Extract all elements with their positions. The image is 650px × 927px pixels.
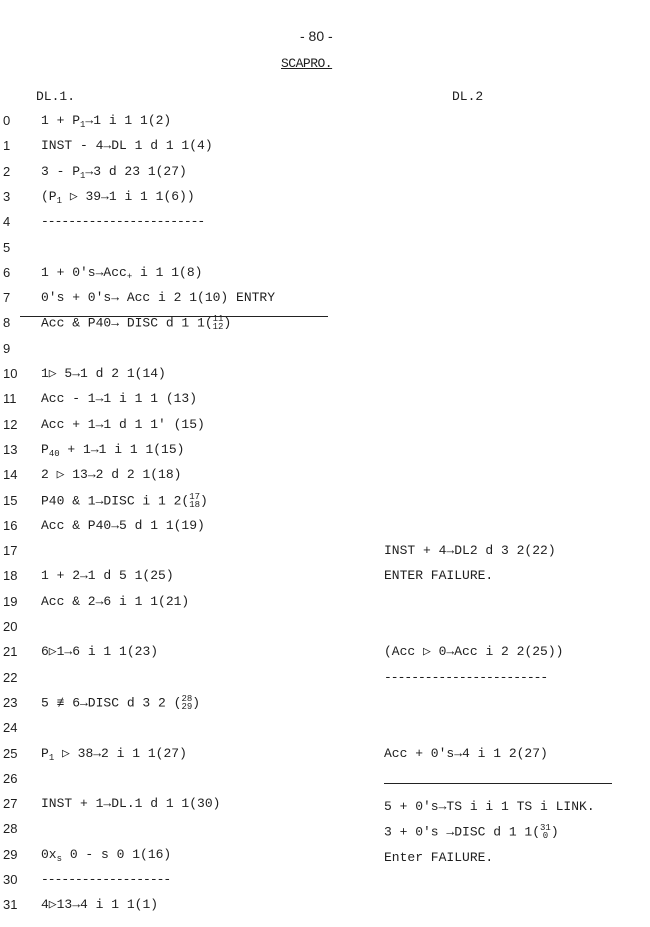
code-line — [41, 113, 171, 130]
page-title: SCAPRO. — [281, 56, 333, 71]
line-number: 19 — [3, 593, 18, 609]
code-text: 5 ≢ 6→DISC d 3 2 ( — [41, 695, 182, 711]
line-number: 5 — [3, 239, 11, 255]
line-number: 8 — [3, 315, 11, 331]
code-line: ------------------------ — [384, 669, 548, 685]
subscript: 1 — [80, 170, 86, 181]
code-text: P40 & 1→DISC i 1 2( — [41, 492, 190, 508]
code-text: (P — [41, 188, 57, 204]
page-number: - 80 - — [300, 28, 333, 44]
line-number: 27 — [3, 796, 18, 812]
entry-underline — [20, 316, 328, 317]
code-text: P — [41, 441, 49, 457]
code-text: →3 d 23 1(27) — [85, 163, 187, 179]
code-line: INST + 4→DL2 d 3 2(22) — [384, 543, 556, 559]
code-line — [41, 746, 187, 763]
code-text: ) — [550, 824, 559, 840]
code-text: 0 - s 0 1(16) — [62, 846, 172, 862]
line-number: 6 — [3, 264, 11, 280]
stacked-branch-targets — [189, 493, 200, 509]
code-line: 2 ▷ 13→2 d 2 1(18) — [41, 467, 182, 483]
line-number: 2 — [3, 163, 11, 179]
code-line — [41, 265, 202, 282]
line-number: 23 — [3, 694, 18, 710]
code-text: ) — [223, 315, 232, 331]
subscript: 1 — [56, 195, 63, 206]
right-column-heading: DL.2 — [452, 89, 484, 104]
code-text: ) — [192, 695, 201, 711]
code-text: 3 + 0's →DISC d 1 1( — [384, 824, 541, 840]
branch-target-bottom: 29 — [181, 701, 193, 712]
code-line — [41, 493, 208, 509]
line-number: 3 — [3, 188, 11, 204]
code-line: 1 + 2→1 d 5 1(25) — [41, 568, 174, 584]
branch-target-bottom: 12 — [212, 322, 224, 333]
line-number: 16 — [3, 517, 18, 533]
code-text: ) — [200, 492, 208, 508]
code-line — [384, 824, 559, 840]
code-line: Acc + 0's→4 i 1 2(27) — [384, 745, 548, 761]
code-line — [41, 442, 184, 459]
subscript: + — [126, 271, 133, 282]
code-line: Enter FAILURE. — [384, 849, 494, 865]
line-number: 15 — [3, 492, 18, 508]
code-line: INST + 1→DL.1 d 1 1(30) — [41, 796, 221, 812]
line-number: 31 — [3, 897, 18, 913]
line-number: 25 — [3, 745, 18, 761]
line-number: 17 — [3, 543, 18, 559]
line-number: 20 — [3, 619, 18, 634]
stacked-branch-targets — [540, 824, 551, 840]
subscript: s — [56, 853, 63, 864]
subscript: 1 — [48, 752, 55, 763]
code-text: ▷ 39→1 i 1 1(6)) — [62, 188, 195, 204]
code-line: 5 + 0's→TS i i 1 TS i LINK. — [384, 799, 595, 815]
line-number: 11 — [3, 391, 17, 407]
subscript: 40 — [48, 448, 60, 459]
line-number: 21 — [3, 644, 18, 660]
code-text: 1 + 0's→Acc — [41, 264, 127, 280]
code-text: 0x — [41, 846, 57, 862]
line-number: 12 — [3, 416, 18, 432]
stacked-branch-targets — [213, 315, 224, 331]
line-number: 22 — [3, 669, 18, 685]
code-text: Acc & P40→ DISC d 1 1( — [41, 315, 213, 331]
code-line: 4▷13→4 i 1 1(1) — [41, 897, 159, 913]
left-column-heading: DL.1. — [36, 89, 76, 104]
code-line — [41, 189, 195, 206]
code-text: 1 + P — [41, 113, 81, 128]
code-line — [41, 315, 231, 331]
code-text: ▷ 38→2 i 1 1(27) — [54, 745, 187, 761]
line-number: 1 — [3, 138, 11, 154]
line-number: 30 — [3, 872, 18, 887]
branch-target-top: 17 — [189, 491, 201, 502]
code-text: + 1→1 i 1 1(15) — [59, 441, 185, 457]
line-number: 29 — [3, 846, 18, 862]
code-text: i 1 1(8) — [132, 264, 203, 280]
line-number: 28 — [3, 821, 18, 837]
code-line: ------------------- — [41, 872, 171, 887]
line-number: 4 — [3, 214, 11, 230]
stacked-branch-targets — [181, 695, 192, 711]
branch-target-bottom: 18 — [189, 499, 201, 510]
code-line: Acc + 1→1 d 1 1' (15) — [41, 416, 205, 432]
line-number: 7 — [3, 290, 11, 306]
line-number: 10 — [3, 366, 18, 381]
code-line: 6▷1→6 i 1 1(23) — [41, 644, 159, 660]
code-line: INST - 4→DL 1 d 1 1(4) — [41, 138, 213, 154]
subscript: 1 — [80, 120, 86, 130]
line-number: 26 — [3, 770, 18, 786]
code-line: ENTER FAILURE. — [384, 568, 494, 584]
line-number: 24 — [3, 720, 18, 736]
line-number: 14 — [3, 467, 18, 483]
code-line: (Acc ▷ 0→Acc i 2 2(25)) — [384, 644, 564, 660]
branch-target-bottom: 0 — [542, 831, 549, 842]
code-line — [41, 695, 200, 711]
line-number: 9 — [3, 340, 11, 356]
branch-target-top: 31 — [540, 823, 551, 834]
code-line: Acc & 2→6 i 1 1(21) — [41, 593, 190, 609]
code-text: 3 - P — [41, 163, 81, 179]
line-number: 0 — [3, 113, 11, 128]
code-line — [41, 164, 187, 181]
code-text: P — [41, 745, 49, 761]
branch-target-top: 11 — [212, 314, 224, 325]
branch-target-top: 28 — [181, 693, 193, 704]
code-line: ------------------------ — [41, 214, 205, 230]
code-line: Acc - 1→1 i 1 1 (13) — [41, 391, 198, 407]
code-line: 1▷ 5→1 d 2 1(14) — [41, 366, 166, 381]
code-line — [41, 847, 171, 864]
line-number: 13 — [3, 441, 18, 457]
code-line: 0's + 0's→ Acc i 2 1(10) ENTRY — [41, 290, 276, 306]
code-line: Acc & P40→5 d 1 1(19) — [41, 517, 205, 533]
line-number: 18 — [3, 568, 18, 584]
link-underline — [384, 783, 612, 784]
code-text: →1 i 1 1(2) — [85, 113, 172, 128]
